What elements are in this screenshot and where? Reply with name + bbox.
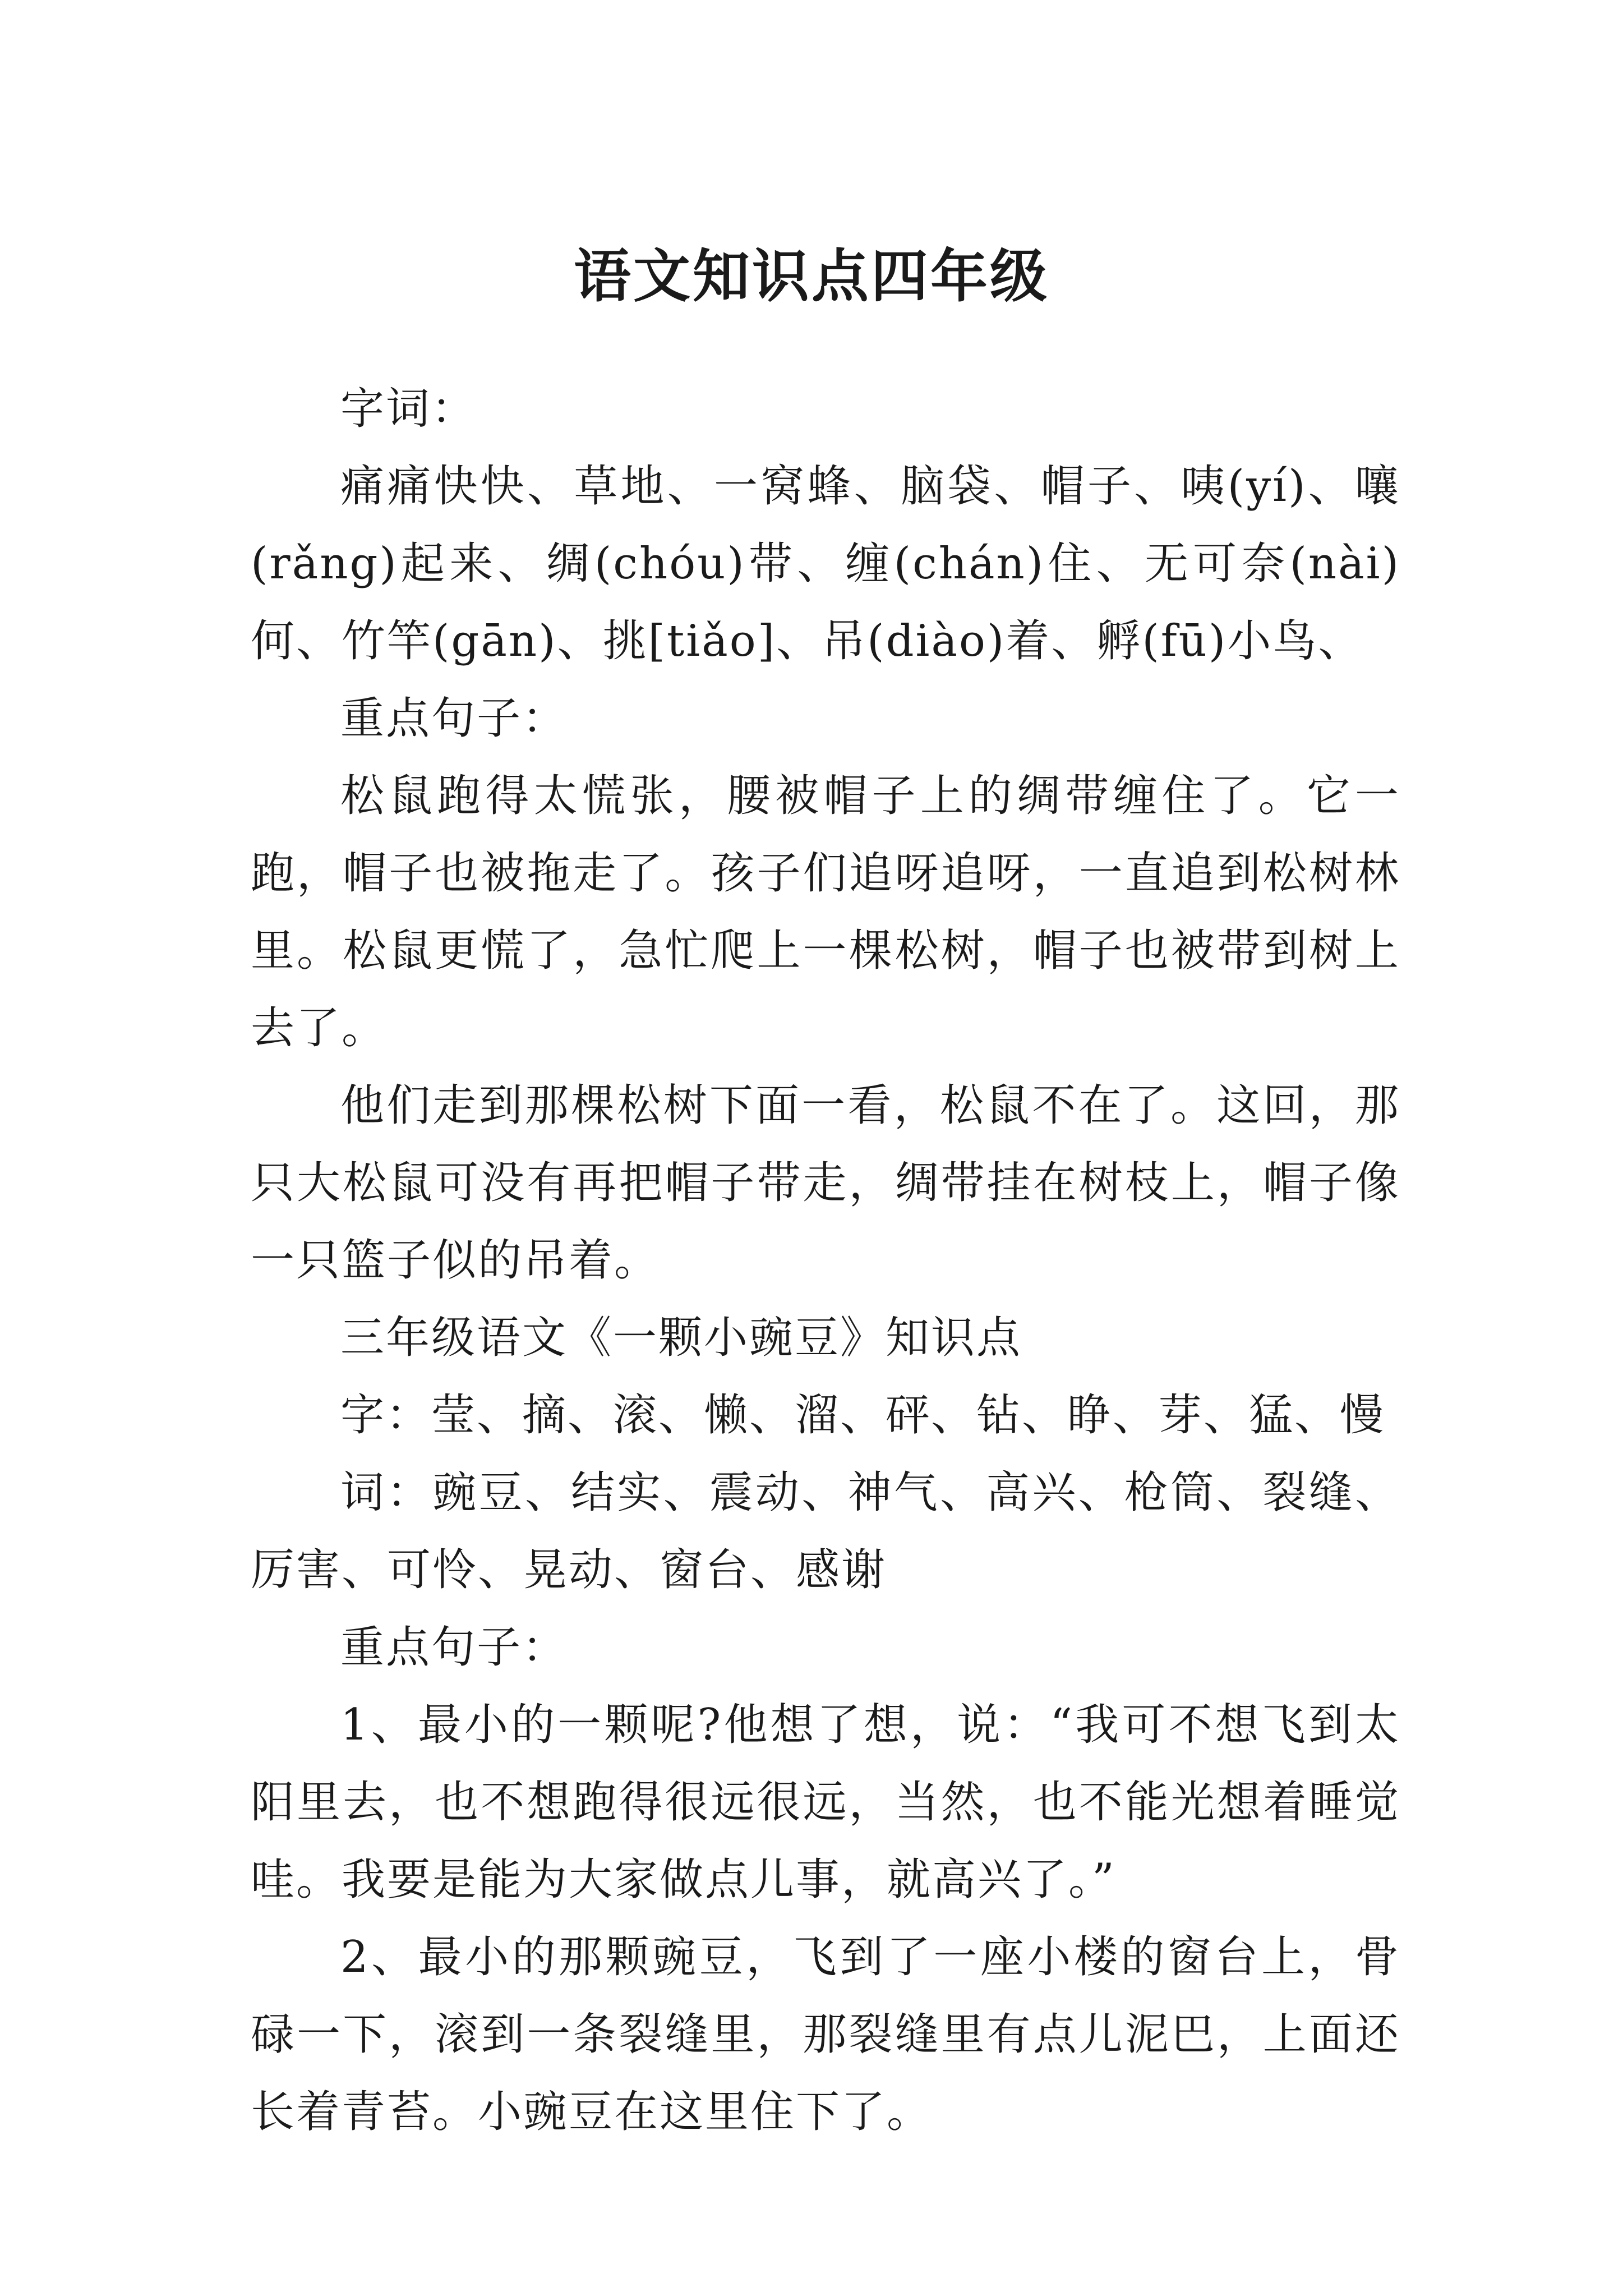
page-title: 语文知识点四年级 <box>574 243 1049 311</box>
document-body <box>251 370 1400 2151</box>
paragraph-words: 词：豌豆、结实、震动、神气、高兴、枪筒、裂缝、厉害、可怜、晃动、窗台、感谢 <box>251 1467 1400 1595</box>
paragraph-sentence-2: 2、最小的那颗豌豆，飞到了一座小楼的窗台上，骨碌一下，滚到一条裂缝里，那裂缝里有点儿泥巴，上面还长着青苔。小豌豆在这里住下了。 <box>251 1932 1400 2137</box>
paragraph-sentence-1: 1、最小的一颗呢?他想了想，说：“我可不想飞到太阳里去，也不想跑得很远很远，当然，也不能光想着睡觉哇。我要是能为大家做点儿事，就高兴了。” <box>251 1700 1400 1905</box>
paragraph-key-sentences-heading-2: 重点句子： <box>340 1622 568 1673</box>
paragraph-characters: 字：莹、摘、滚、懒、溜、砰、钻、睁、芽、猛、慢 <box>340 1390 1386 1441</box>
paragraph-squirrel-2: 他们走到那棵松树下面一看，松鼠不在了。这回，那只大松鼠可没有再把帽子带走，绸带挂在树枝上，帽子像一只篮子似的吊着。 <box>251 1080 1400 1286</box>
paragraph-squirrel-1: 松鼠跑得太慌张，腰被帽子上的绸带缠住了。它一跑，帽子也被拖走了。孩子们追呀追呀，一直追到松树林里。松鼠更慌了，急忙爬上一棵松树，帽子也被带到树上去了。 <box>251 771 1400 1053</box>
paragraph-key-sentences-heading: 重点句子： <box>340 693 568 744</box>
paragraph-vocab-heading: 字词： <box>340 384 477 434</box>
paragraph-vocab-list: 痛痛快快、草地、一窝蜂、脑袋、帽子、咦(yí)、嚷(rǎng)起来、绸(chóu)带、缠(chán)住、无可奈(nài)何、竹竿(gān)、挑[tiǎo]、吊(diào)着、孵(fū)小鸟、 <box>251 461 1400 666</box>
paragraph-section-heading: 三年级语文《一颗小豌豆》知识点 <box>340 1313 1022 1363</box>
